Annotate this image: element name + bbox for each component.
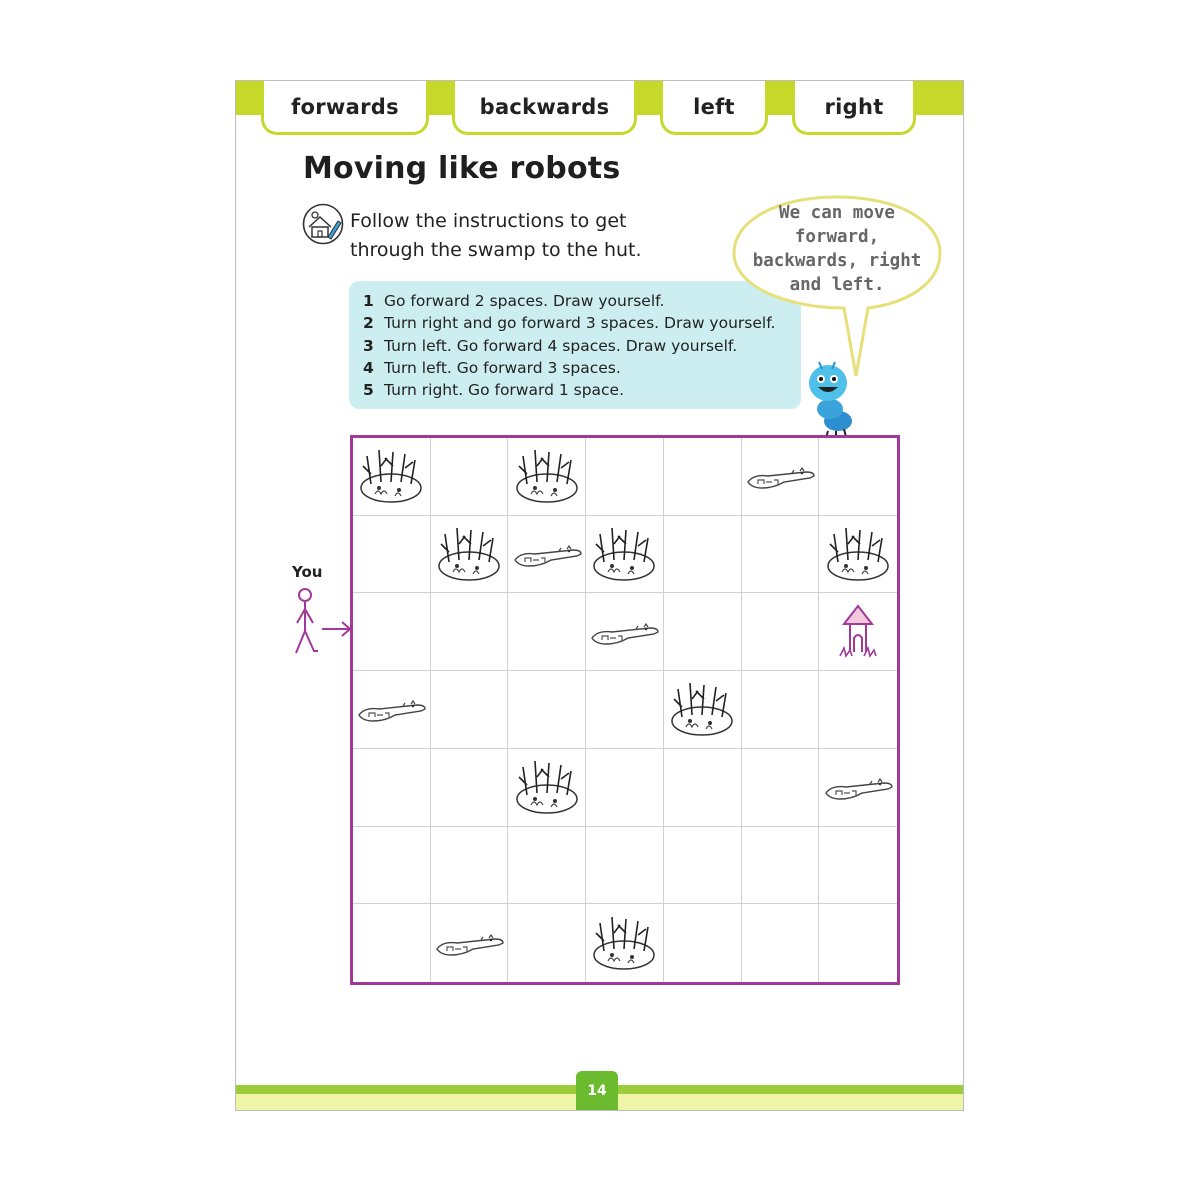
grid-cell[interactable] bbox=[353, 749, 431, 827]
grid-cell[interactable] bbox=[508, 438, 586, 516]
speech-bubble-text: We can move forward, backwards, right and left. bbox=[752, 203, 922, 295]
grid-cell[interactable] bbox=[742, 593, 820, 671]
crocodile-icon bbox=[588, 600, 660, 664]
reeds-icon bbox=[588, 522, 660, 586]
grid-cell[interactable] bbox=[664, 671, 742, 749]
grid-cell[interactable] bbox=[819, 516, 897, 594]
grid-cell[interactable] bbox=[353, 671, 431, 749]
grid-cell[interactable] bbox=[586, 671, 664, 749]
grid-cell[interactable] bbox=[664, 827, 742, 905]
step-text: Turn right and go forward 3 spaces. Draw yourself. bbox=[384, 314, 776, 333]
stick-figure-icon bbox=[288, 585, 358, 663]
step-number: 5 bbox=[363, 381, 374, 400]
caterpillar-mascot-icon bbox=[804, 361, 864, 439]
tab-right[interactable]: right bbox=[792, 81, 916, 135]
grid-cell[interactable] bbox=[508, 593, 586, 671]
grid-cell[interactable] bbox=[819, 904, 897, 982]
grid-cell[interactable] bbox=[353, 593, 431, 671]
reeds-icon bbox=[822, 522, 894, 586]
grid-cell[interactable] bbox=[742, 904, 820, 982]
step-text: Go forward 2 spaces. Draw yourself. bbox=[384, 292, 665, 310]
step-number: 3 bbox=[363, 336, 374, 355]
reeds-icon bbox=[433, 522, 505, 586]
grid-cell[interactable] bbox=[508, 827, 586, 905]
grid-cell[interactable] bbox=[508, 904, 586, 982]
grid-cell[interactable] bbox=[742, 749, 820, 827]
grid-cell[interactable] bbox=[586, 904, 664, 982]
grid-cell[interactable] bbox=[431, 749, 509, 827]
grid-cell[interactable] bbox=[586, 827, 664, 905]
grid-cell[interactable] bbox=[664, 438, 742, 516]
tab-forwards[interactable]: forwards bbox=[261, 81, 429, 135]
instruction-text: Follow the instructions to get through the swamp to the hut. bbox=[350, 210, 642, 261]
grid-cell[interactable] bbox=[819, 438, 897, 516]
tab-left[interactable]: left bbox=[660, 81, 768, 135]
house-pencil-icon bbox=[302, 203, 344, 245]
grid-cell[interactable] bbox=[431, 516, 509, 594]
grid-cell[interactable] bbox=[586, 438, 664, 516]
reeds-icon bbox=[511, 755, 583, 819]
grid-cell[interactable] bbox=[664, 516, 742, 594]
grid-cell[interactable] bbox=[431, 593, 509, 671]
grid-cell[interactable] bbox=[742, 516, 820, 594]
grid-cell[interactable] bbox=[819, 749, 897, 827]
crocodile-icon bbox=[433, 911, 505, 975]
step-number: 2 bbox=[363, 314, 374, 333]
grid-cell[interactable] bbox=[431, 438, 509, 516]
page-title: Moving like robots bbox=[303, 151, 621, 186]
crocodile-icon bbox=[511, 522, 583, 586]
grid-cell[interactable] bbox=[431, 671, 509, 749]
grid-cell[interactable] bbox=[819, 593, 897, 671]
grid-cell[interactable] bbox=[742, 671, 820, 749]
grid-cell[interactable] bbox=[353, 827, 431, 905]
worksheet-page bbox=[235, 80, 964, 1111]
grid-cell[interactable] bbox=[586, 593, 664, 671]
grid-cell[interactable] bbox=[664, 904, 742, 982]
grid-cell[interactable] bbox=[508, 516, 586, 594]
reeds-icon bbox=[355, 444, 427, 508]
step-number: 4 bbox=[363, 358, 374, 377]
reeds-icon bbox=[511, 444, 583, 508]
crocodile-icon bbox=[744, 444, 816, 508]
grid-cell[interactable] bbox=[664, 749, 742, 827]
crocodile-icon bbox=[822, 755, 894, 819]
page-number: 14 bbox=[576, 1071, 618, 1111]
grid-cell[interactable] bbox=[742, 438, 820, 516]
swamp-grid bbox=[350, 435, 900, 985]
grid-cell[interactable] bbox=[353, 516, 431, 594]
grid-cell[interactable] bbox=[586, 516, 664, 594]
grid-cell[interactable] bbox=[353, 438, 431, 516]
crocodile-icon bbox=[355, 677, 427, 741]
step-number: 1 bbox=[363, 292, 374, 310]
grid-cell[interactable] bbox=[819, 827, 897, 905]
reeds-icon bbox=[588, 911, 660, 975]
grid-cell[interactable] bbox=[742, 827, 820, 905]
reeds-icon bbox=[666, 677, 738, 741]
grid-cell[interactable] bbox=[819, 671, 897, 749]
grid-cell[interactable] bbox=[508, 671, 586, 749]
tab-backwards[interactable]: backwards bbox=[452, 81, 637, 135]
step-text: Turn left. Go forward 3 spaces. bbox=[384, 358, 621, 377]
start-label: You bbox=[292, 563, 323, 581]
step-text: Turn left. Go forward 4 spaces. Draw yourself. bbox=[384, 336, 738, 355]
grid-cell[interactable] bbox=[586, 749, 664, 827]
grid-cell[interactable] bbox=[664, 593, 742, 671]
step-text: Turn right. Go forward 1 space. bbox=[384, 381, 625, 400]
grid-cell[interactable] bbox=[431, 827, 509, 905]
grid-cell[interactable] bbox=[353, 904, 431, 982]
grid-cell[interactable] bbox=[508, 749, 586, 827]
hut-icon bbox=[822, 600, 894, 664]
grid-cell[interactable] bbox=[431, 904, 509, 982]
